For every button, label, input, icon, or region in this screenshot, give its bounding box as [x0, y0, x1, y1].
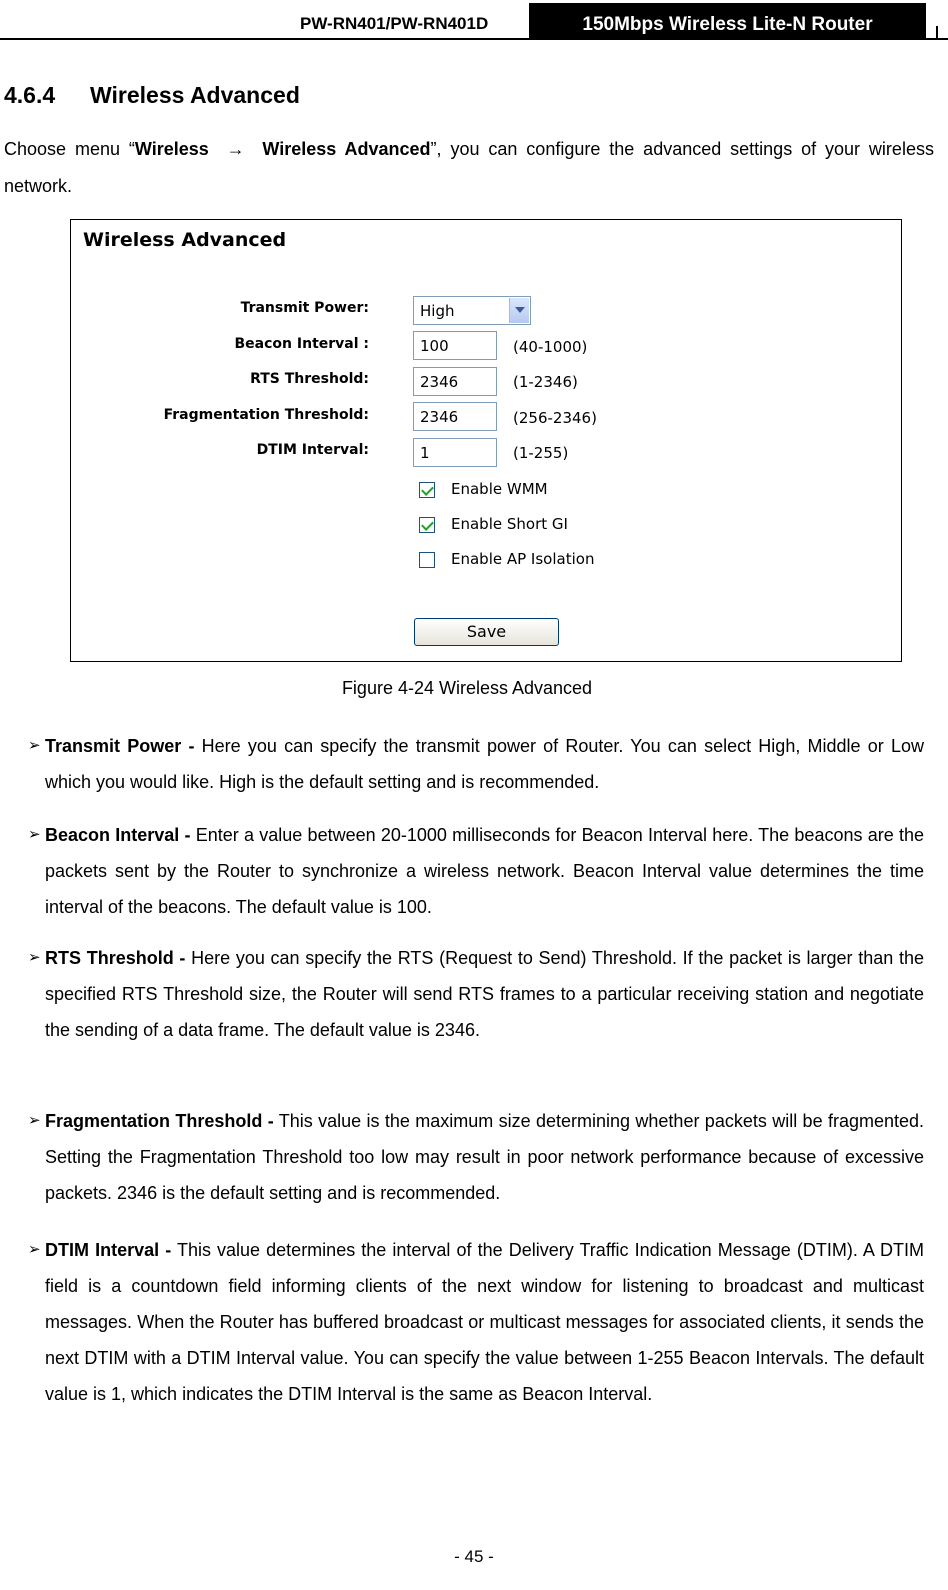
list-item-rts-threshold — [4, 940, 924, 1048]
chevron-down-icon[interactable] — [509, 298, 529, 323]
page-header — [0, 0, 948, 42]
enable-wmm-checkbox[interactable] — [419, 482, 435, 498]
term-fragmentation-threshold: Fragmentation Threshold - — [45, 1111, 274, 1131]
term-transmit-power: Transmit Power - — [45, 736, 195, 756]
intro-prefix: Choose menu “ — [4, 139, 135, 159]
beacon-interval-range: (40-1000) — [513, 338, 588, 356]
dtim-interval-range: (1-255) — [513, 444, 569, 462]
fragmentation-threshold-range: (256-2346) — [513, 409, 597, 427]
desc-fragmentation-threshold: This value is the maximum size determining whether packets will be fragmented. Setting the Fragmentation Threshold too low may result in poor network performance because of excessive packets. 2346 is the default setting and is recommended. — [45, 1111, 924, 1203]
bullet-arrow-icon: ➢ — [28, 826, 41, 843]
enable-ap-isolation-checkbox[interactable] — [419, 552, 435, 568]
dtim-interval-label: DTIM Interval: — [256, 442, 369, 458]
desc-beacon-interval: Enter a value between 20-1000 milliseconds for Beacon Interval here. The beacons are the packets sent by the Router to synchronize a wireless network. Beacon Interval value determines the time interval of the beacons. The default value is 100. — [45, 825, 924, 917]
list-item-transmit-power — [4, 728, 924, 800]
intro-paragraph — [4, 131, 934, 205]
header-rule — [0, 38, 948, 40]
section-heading — [4, 82, 300, 109]
figure-title: Wireless Advanced — [83, 229, 287, 251]
menu-path-wireless: Wireless — [134, 139, 209, 159]
rts-threshold-label: RTS Threshold: — [250, 371, 369, 387]
figure-wireless-advanced — [70, 219, 902, 662]
list-item-beacon-interval — [4, 817, 924, 925]
list-item-dtim-interval — [4, 1232, 924, 1412]
enable-ap-isolation-label: Enable AP Isolation — [451, 550, 595, 568]
list-item-fragmentation-threshold — [4, 1103, 924, 1211]
section-title: Wireless Advanced — [90, 82, 300, 108]
term-beacon-interval: Beacon Interval - — [45, 825, 191, 845]
fragmentation-threshold-input[interactable]: 2346 — [413, 402, 497, 431]
fragmentation-threshold-label: Fragmentation Threshold: — [163, 407, 369, 423]
save-button[interactable]: Save — [414, 618, 559, 646]
menu-path-wireless-advanced: Wireless Advanced — [262, 139, 431, 159]
header-tick — [936, 26, 938, 39]
term-rts-threshold: RTS Threshold - — [45, 948, 186, 968]
bullet-arrow-icon: ➢ — [28, 1112, 41, 1129]
page-number: - 45 - — [454, 1547, 494, 1566]
dtim-interval-input[interactable]: 1 — [413, 438, 497, 467]
term-dtim-interval: DTIM Interval - — [45, 1240, 172, 1260]
intro-suffix: ”, you can configure the advanced settings of your wireless network. — [4, 139, 934, 196]
rts-threshold-input[interactable]: 2346 — [413, 367, 497, 396]
bullet-arrow-icon: ➢ — [28, 949, 41, 966]
section-number: 4.6.4 — [4, 82, 56, 108]
bullet-arrow-icon: ➢ — [28, 1241, 41, 1258]
arrow-icon: → — [226, 139, 245, 159]
beacon-interval-input[interactable]: 100 — [413, 331, 497, 360]
desc-dtim-interval: This value determines the interval of the Delivery Traffic Indication Message (DTIM). A DTIM field is a countdown field informing clients of the next window for listening to broadcast and multicast messages. When the Router has buffered broadcast or multicast messages for associated clients, it sends the next DTIM with a DTIM Interval value. You can specify the value between 1-255 Beacon Intervals. The default value is 1, which indicates the DTIM Interval is the same as Beacon Interval. — [45, 1240, 924, 1404]
header-model: PW-RN401/PW-RN401D — [300, 14, 489, 33]
enable-wmm-label: Enable WMM — [451, 480, 548, 498]
figure-caption: Figure 4-24 Wireless Advanced — [341, 678, 593, 698]
header-product: 150Mbps Wireless Lite-N Router — [529, 3, 926, 38]
desc-transmit-power: Here you can specify the transmit power of Router. You can select High, Middle or Low which you would like. High is the default setting and is recommended. — [45, 736, 924, 792]
transmit-power-value: High — [420, 302, 455, 320]
enable-short-gi-label: Enable Short GI — [451, 515, 568, 533]
desc-rts-threshold: Here you can specify the RTS (Request to Send) Threshold. If the packet is larger than the specified RTS Threshold size, the Router will send RTS frames to a particular receiving station and negotiate the sending of a data frame. The default value is 2346. — [45, 948, 924, 1040]
enable-short-gi-checkbox[interactable] — [419, 517, 435, 533]
rts-threshold-range: (1-2346) — [513, 373, 578, 391]
bullet-arrow-icon: ➢ — [28, 737, 41, 754]
beacon-interval-label: Beacon Interval : — [234, 336, 369, 352]
transmit-power-label: Transmit Power: — [240, 300, 369, 316]
transmit-power-select[interactable] — [413, 296, 531, 325]
